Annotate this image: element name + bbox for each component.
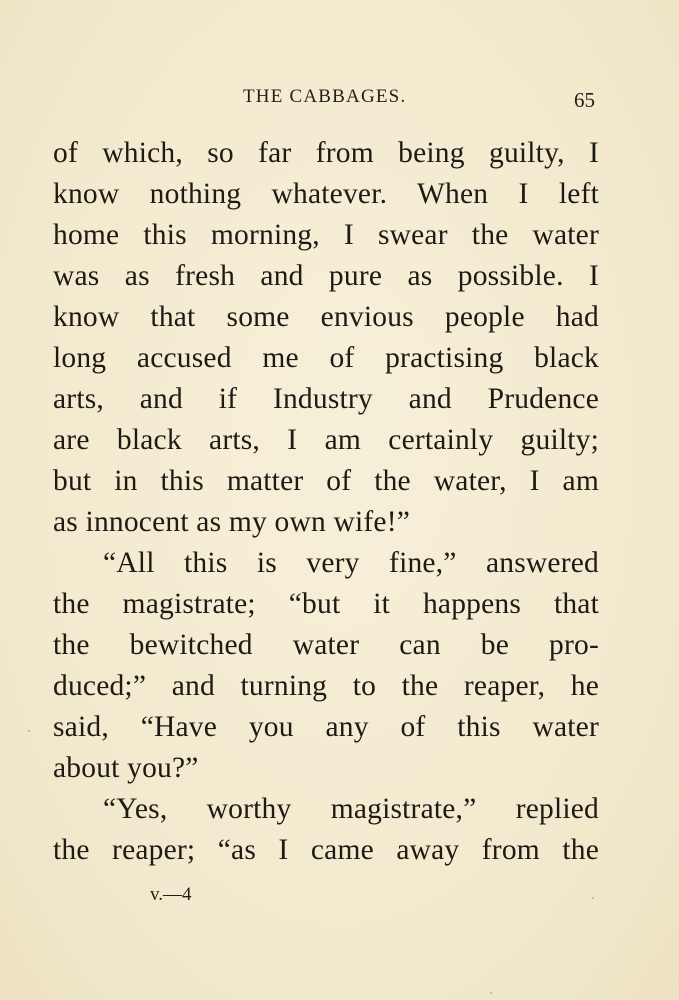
paper-speck (28, 730, 30, 732)
text-line: said, “Have you any of this water (53, 711, 599, 743)
text-line: about you?” (53, 752, 199, 784)
text-line: of which, so far from being guilty, I (53, 137, 599, 169)
paper-speck (490, 992, 492, 994)
text-line: the bewitched water can be pro- (53, 629, 599, 661)
body-text (53, 133, 599, 871)
text-line: “Yes, worthy magistrate,” replied (103, 793, 599, 825)
text-line: duced;” and turning to the reaper, he (53, 670, 599, 702)
text-line: are black arts, I am certainly guilty; (53, 424, 599, 456)
page-number: 65 (574, 88, 595, 112)
paper-speck (592, 897, 594, 899)
text-line: but in this matter of the water, I am (53, 465, 599, 497)
text-line: “All this is very fine,” answered (103, 547, 599, 579)
text-line: was as fresh and pure as possible. I (53, 260, 599, 292)
text-line: as innocent as my own wife!” (53, 506, 411, 538)
text-line: know that some envious people had (53, 301, 599, 333)
text-line: home this morning, I swear the water (53, 219, 599, 251)
text-line: know nothing whatever. When I left (53, 178, 599, 210)
signature-mark: v.—4 (150, 884, 192, 905)
text-line: the magistrate; “but it happens that (53, 588, 599, 620)
text-line: long accused me of practising black (53, 342, 599, 374)
running-head: THE CABBAGES. (243, 86, 407, 107)
text-line: arts, and if Industry and Prudence (53, 383, 599, 415)
text-line: the reaper; “as I came away from the (53, 834, 599, 866)
